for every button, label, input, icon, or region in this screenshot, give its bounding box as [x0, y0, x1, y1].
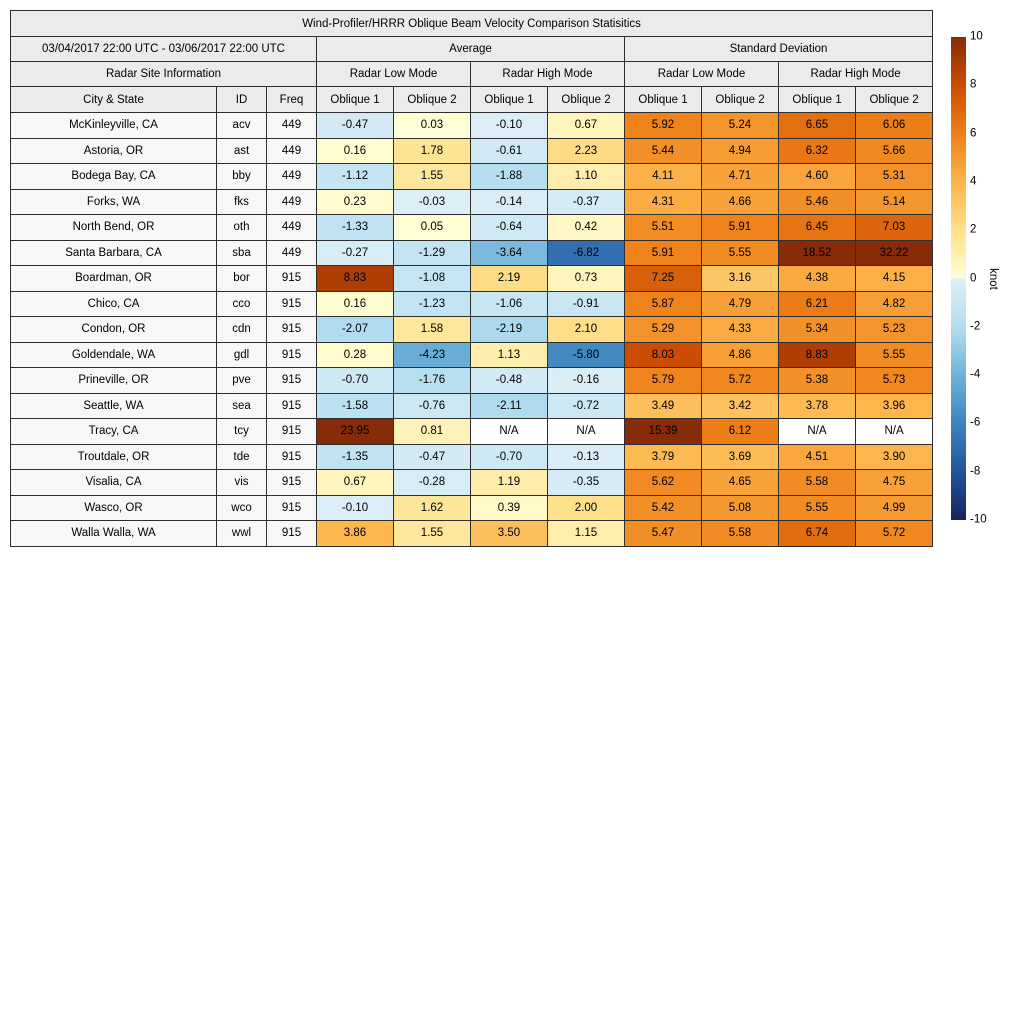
- value-cell: 0.73: [548, 266, 625, 292]
- city-cell: Wasco, OR: [11, 495, 217, 521]
- oblique-header: Oblique 2: [548, 87, 625, 113]
- value-cell: 5.58: [779, 470, 856, 496]
- table-row: [11, 342, 933, 368]
- oblique-header: Oblique 2: [394, 87, 471, 113]
- radar-site-info-header: Radar Site Information: [11, 62, 317, 87]
- freq-cell: 915: [267, 291, 317, 317]
- value-cell: 5.24: [702, 113, 779, 139]
- id-cell: bor: [217, 266, 267, 292]
- value-cell: 4.38: [779, 266, 856, 292]
- city-cell: Condon, OR: [11, 317, 217, 343]
- oblique-header: Oblique 1: [779, 87, 856, 113]
- value-cell: 4.33: [702, 317, 779, 343]
- value-cell: 4.66: [702, 189, 779, 215]
- id-header: ID: [217, 87, 267, 113]
- table-title: Wind-Profiler/HRRR Oblique Beam Velocity Comparison Statisitics: [11, 11, 933, 37]
- id-cell: wwl: [217, 521, 267, 547]
- id-cell: cdn: [217, 317, 267, 343]
- city-cell: North Bend, OR: [11, 215, 217, 241]
- freq-cell: 915: [267, 470, 317, 496]
- value-cell: 5.92: [625, 113, 702, 139]
- value-cell: -2.19: [471, 317, 548, 343]
- value-cell: 5.14: [856, 189, 933, 215]
- id-cell: acv: [217, 113, 267, 139]
- id-cell: pve: [217, 368, 267, 394]
- value-cell: 32.22: [856, 240, 933, 266]
- freq-cell: 449: [267, 138, 317, 164]
- value-cell: 5.72: [856, 521, 933, 547]
- id-cell: ast: [217, 138, 267, 164]
- freq-cell: 915: [267, 266, 317, 292]
- value-cell: 4.60: [779, 164, 856, 190]
- value-cell: 0.81: [394, 419, 471, 445]
- city-cell: Walla Walla, WA: [11, 521, 217, 547]
- value-cell: -0.91: [548, 291, 625, 317]
- value-cell: 18.52: [779, 240, 856, 266]
- value-cell: 2.00: [548, 495, 625, 521]
- value-cell: -1.58: [317, 393, 394, 419]
- table-row: [11, 291, 933, 317]
- colorbar-unit-label: knot: [987, 267, 999, 290]
- value-cell: 5.55: [779, 495, 856, 521]
- value-cell: -0.76: [394, 393, 471, 419]
- oblique-header: Oblique 1: [471, 87, 548, 113]
- value-cell: -0.47: [394, 444, 471, 470]
- value-cell: 5.23: [856, 317, 933, 343]
- value-cell: 5.29: [625, 317, 702, 343]
- city-cell: McKinleyville, CA: [11, 113, 217, 139]
- colorbar-tick-label: 2: [970, 223, 977, 236]
- id-cell: oth: [217, 215, 267, 241]
- value-cell: -0.64: [471, 215, 548, 241]
- value-cell: -0.61: [471, 138, 548, 164]
- value-cell: 4.15: [856, 266, 933, 292]
- value-cell: 0.28: [317, 342, 394, 368]
- freq-cell: 915: [267, 521, 317, 547]
- value-cell: 1.10: [548, 164, 625, 190]
- value-cell: -5.80: [548, 342, 625, 368]
- oblique-header: Oblique 2: [702, 87, 779, 113]
- value-cell: 5.58: [702, 521, 779, 547]
- value-cell: 0.42: [548, 215, 625, 241]
- value-cell: 5.55: [856, 342, 933, 368]
- value-cell: -3.64: [471, 240, 548, 266]
- value-cell: -2.07: [317, 317, 394, 343]
- value-cell: 5.51: [625, 215, 702, 241]
- value-cell: 7.03: [856, 215, 933, 241]
- id-cell: tcy: [217, 419, 267, 445]
- value-cell: 5.47: [625, 521, 702, 547]
- value-cell: 1.55: [394, 164, 471, 190]
- value-cell: -2.11: [471, 393, 548, 419]
- value-cell: -0.37: [548, 189, 625, 215]
- value-cell: -1.76: [394, 368, 471, 394]
- value-cell: 3.96: [856, 393, 933, 419]
- value-cell: 8.83: [317, 266, 394, 292]
- id-cell: sea: [217, 393, 267, 419]
- freq-cell: 915: [267, 368, 317, 394]
- value-cell: 4.99: [856, 495, 933, 521]
- group-standard-deviation: Standard Deviation: [625, 37, 933, 62]
- value-cell: 3.78: [779, 393, 856, 419]
- value-cell: 5.08: [702, 495, 779, 521]
- mode-header: Radar Low Mode: [625, 62, 779, 87]
- value-cell: 8.03: [625, 342, 702, 368]
- colorbar-tick-label: 0: [970, 271, 977, 284]
- value-cell: 3.49: [625, 393, 702, 419]
- value-cell: 3.50: [471, 521, 548, 547]
- table-row: [11, 495, 933, 521]
- value-cell: 5.91: [702, 215, 779, 241]
- value-cell: N/A: [471, 419, 548, 445]
- value-cell: 5.91: [625, 240, 702, 266]
- city-cell: Seattle, WA: [11, 393, 217, 419]
- oblique-header: Oblique 2: [856, 87, 933, 113]
- value-cell: -0.35: [548, 470, 625, 496]
- value-cell: 6.45: [779, 215, 856, 241]
- table-row: [11, 521, 933, 547]
- value-cell: 4.31: [625, 189, 702, 215]
- id-cell: gdl: [217, 342, 267, 368]
- table-row: [11, 164, 933, 190]
- value-cell: 5.62: [625, 470, 702, 496]
- city-cell: Tracy, CA: [11, 419, 217, 445]
- city-cell: Prineville, OR: [11, 368, 217, 394]
- value-cell: 6.06: [856, 113, 933, 139]
- freq-cell: 449: [267, 215, 317, 241]
- colorbar-tick-label: 8: [970, 78, 977, 91]
- value-cell: -0.14: [471, 189, 548, 215]
- table-row: [11, 444, 933, 470]
- value-cell: -0.16: [548, 368, 625, 394]
- value-cell: 1.13: [471, 342, 548, 368]
- mode-header-row: [11, 62, 933, 87]
- title-row: [11, 11, 933, 37]
- group-header-row: [11, 37, 933, 62]
- value-cell: -1.33: [317, 215, 394, 241]
- value-cell: -4.23: [394, 342, 471, 368]
- value-cell: 5.42: [625, 495, 702, 521]
- value-cell: N/A: [548, 419, 625, 445]
- freq-header: Freq: [267, 87, 317, 113]
- id-cell: vis: [217, 470, 267, 496]
- value-cell: 5.55: [702, 240, 779, 266]
- value-cell: 4.65: [702, 470, 779, 496]
- value-cell: 1.58: [394, 317, 471, 343]
- city-cell: Chico, CA: [11, 291, 217, 317]
- value-cell: 4.79: [702, 291, 779, 317]
- oblique-header: Oblique 1: [625, 87, 702, 113]
- colorbar-tick-label: -2: [970, 320, 981, 333]
- colorbar-tick-label: 6: [970, 126, 977, 139]
- value-cell: 5.31: [856, 164, 933, 190]
- id-cell: fks: [217, 189, 267, 215]
- freq-cell: 915: [267, 495, 317, 521]
- value-cell: 0.23: [317, 189, 394, 215]
- freq-cell: 449: [267, 113, 317, 139]
- value-cell: 2.10: [548, 317, 625, 343]
- value-cell: 2.23: [548, 138, 625, 164]
- stats-table: [10, 10, 933, 547]
- group-average: Average: [317, 37, 625, 62]
- table-row: [11, 393, 933, 419]
- value-cell: 6.21: [779, 291, 856, 317]
- value-cell: 5.79: [625, 368, 702, 394]
- value-cell: 5.44: [625, 138, 702, 164]
- freq-cell: 915: [267, 342, 317, 368]
- column-header-row: [11, 87, 933, 113]
- value-cell: 5.38: [779, 368, 856, 394]
- value-cell: -0.70: [317, 368, 394, 394]
- city-cell: Boardman, OR: [11, 266, 217, 292]
- value-cell: 4.51: [779, 444, 856, 470]
- city-cell: Astoria, OR: [11, 138, 217, 164]
- table-row: [11, 189, 933, 215]
- value-cell: -1.23: [394, 291, 471, 317]
- table-row: [11, 470, 933, 496]
- colorbar-tick-label: -6: [970, 416, 981, 429]
- value-cell: -0.27: [317, 240, 394, 266]
- value-cell: 2.19: [471, 266, 548, 292]
- value-cell: -1.06: [471, 291, 548, 317]
- value-cell: -0.10: [471, 113, 548, 139]
- table-row: [11, 138, 933, 164]
- city-state-header: City & State: [11, 87, 217, 113]
- id-cell: wco: [217, 495, 267, 521]
- freq-cell: 449: [267, 164, 317, 190]
- table-row: [11, 215, 933, 241]
- city-cell: Santa Barbara, CA: [11, 240, 217, 266]
- value-cell: 0.16: [317, 291, 394, 317]
- value-cell: 0.05: [394, 215, 471, 241]
- colorbar-tick-label: 10: [970, 30, 983, 43]
- freq-cell: 915: [267, 419, 317, 445]
- mode-header: Radar High Mode: [779, 62, 933, 87]
- colorbar-tick-label: -8: [970, 464, 981, 477]
- city-cell: Forks, WA: [11, 189, 217, 215]
- value-cell: 1.19: [471, 470, 548, 496]
- value-cell: 5.46: [779, 189, 856, 215]
- table-row: [11, 266, 933, 292]
- value-cell: -0.28: [394, 470, 471, 496]
- table-row: [11, 317, 933, 343]
- value-cell: 6.12: [702, 419, 779, 445]
- value-cell: -1.35: [317, 444, 394, 470]
- table-row: [11, 240, 933, 266]
- table-row: [11, 113, 933, 139]
- oblique-header: Oblique 1: [317, 87, 394, 113]
- value-cell: 8.83: [779, 342, 856, 368]
- value-cell: 5.66: [856, 138, 933, 164]
- value-cell: 3.79: [625, 444, 702, 470]
- value-cell: -0.72: [548, 393, 625, 419]
- value-cell: 4.75: [856, 470, 933, 496]
- city-cell: Troutdale, OR: [11, 444, 217, 470]
- table-body: [11, 113, 933, 547]
- value-cell: 1.15: [548, 521, 625, 547]
- colorbar-tick-label: 4: [970, 175, 977, 188]
- value-cell: 6.65: [779, 113, 856, 139]
- value-cell: 3.90: [856, 444, 933, 470]
- colorbar: [951, 30, 999, 526]
- value-cell: 4.94: [702, 138, 779, 164]
- mode-header: Radar High Mode: [471, 62, 625, 87]
- value-cell: 0.16: [317, 138, 394, 164]
- freq-cell: 449: [267, 189, 317, 215]
- value-cell: 4.86: [702, 342, 779, 368]
- value-cell: -6.82: [548, 240, 625, 266]
- value-cell: 0.67: [317, 470, 394, 496]
- value-cell: 1.62: [394, 495, 471, 521]
- table-row: [11, 419, 933, 445]
- value-cell: 1.55: [394, 521, 471, 547]
- value-cell: 6.74: [779, 521, 856, 547]
- value-cell: -0.10: [317, 495, 394, 521]
- value-cell: -1.88: [471, 164, 548, 190]
- value-cell: 1.78: [394, 138, 471, 164]
- value-cell: 6.32: [779, 138, 856, 164]
- value-cell: 4.82: [856, 291, 933, 317]
- value-cell: 3.86: [317, 521, 394, 547]
- freq-cell: 915: [267, 444, 317, 470]
- value-cell: -0.48: [471, 368, 548, 394]
- value-cell: 4.11: [625, 164, 702, 190]
- value-cell: 23.95: [317, 419, 394, 445]
- value-cell: 5.34: [779, 317, 856, 343]
- freq-cell: 915: [267, 317, 317, 343]
- value-cell: -0.47: [317, 113, 394, 139]
- freq-cell: 449: [267, 240, 317, 266]
- id-cell: tde: [217, 444, 267, 470]
- colorbar-tick-label: -10: [970, 513, 987, 526]
- colorbar-tick-label: -4: [970, 368, 981, 381]
- value-cell: 3.16: [702, 266, 779, 292]
- value-cell: N/A: [779, 419, 856, 445]
- value-cell: -1.12: [317, 164, 394, 190]
- value-cell: -0.13: [548, 444, 625, 470]
- freq-cell: 915: [267, 393, 317, 419]
- value-cell: 5.87: [625, 291, 702, 317]
- table-row: [11, 368, 933, 394]
- value-cell: N/A: [856, 419, 933, 445]
- value-cell: -0.70: [471, 444, 548, 470]
- value-cell: 0.03: [394, 113, 471, 139]
- colorbar-gradient: [951, 37, 966, 520]
- value-cell: 0.39: [471, 495, 548, 521]
- value-cell: 7.25: [625, 266, 702, 292]
- id-cell: cco: [217, 291, 267, 317]
- value-cell: -1.29: [394, 240, 471, 266]
- id-cell: bby: [217, 164, 267, 190]
- mode-header: Radar Low Mode: [317, 62, 471, 87]
- value-cell: 5.73: [856, 368, 933, 394]
- value-cell: -0.03: [394, 189, 471, 215]
- city-cell: Bodega Bay, CA: [11, 164, 217, 190]
- id-cell: sba: [217, 240, 267, 266]
- value-cell: 4.71: [702, 164, 779, 190]
- city-cell: Goldendale, WA: [11, 342, 217, 368]
- city-cell: Visalia, CA: [11, 470, 217, 496]
- value-cell: 3.69: [702, 444, 779, 470]
- value-cell: 3.42: [702, 393, 779, 419]
- date-range: 03/04/2017 22:00 UTC - 03/06/2017 22:00 UTC: [11, 37, 317, 62]
- value-cell: 0.67: [548, 113, 625, 139]
- value-cell: 5.72: [702, 368, 779, 394]
- value-cell: 15.39: [625, 419, 702, 445]
- value-cell: -1.08: [394, 266, 471, 292]
